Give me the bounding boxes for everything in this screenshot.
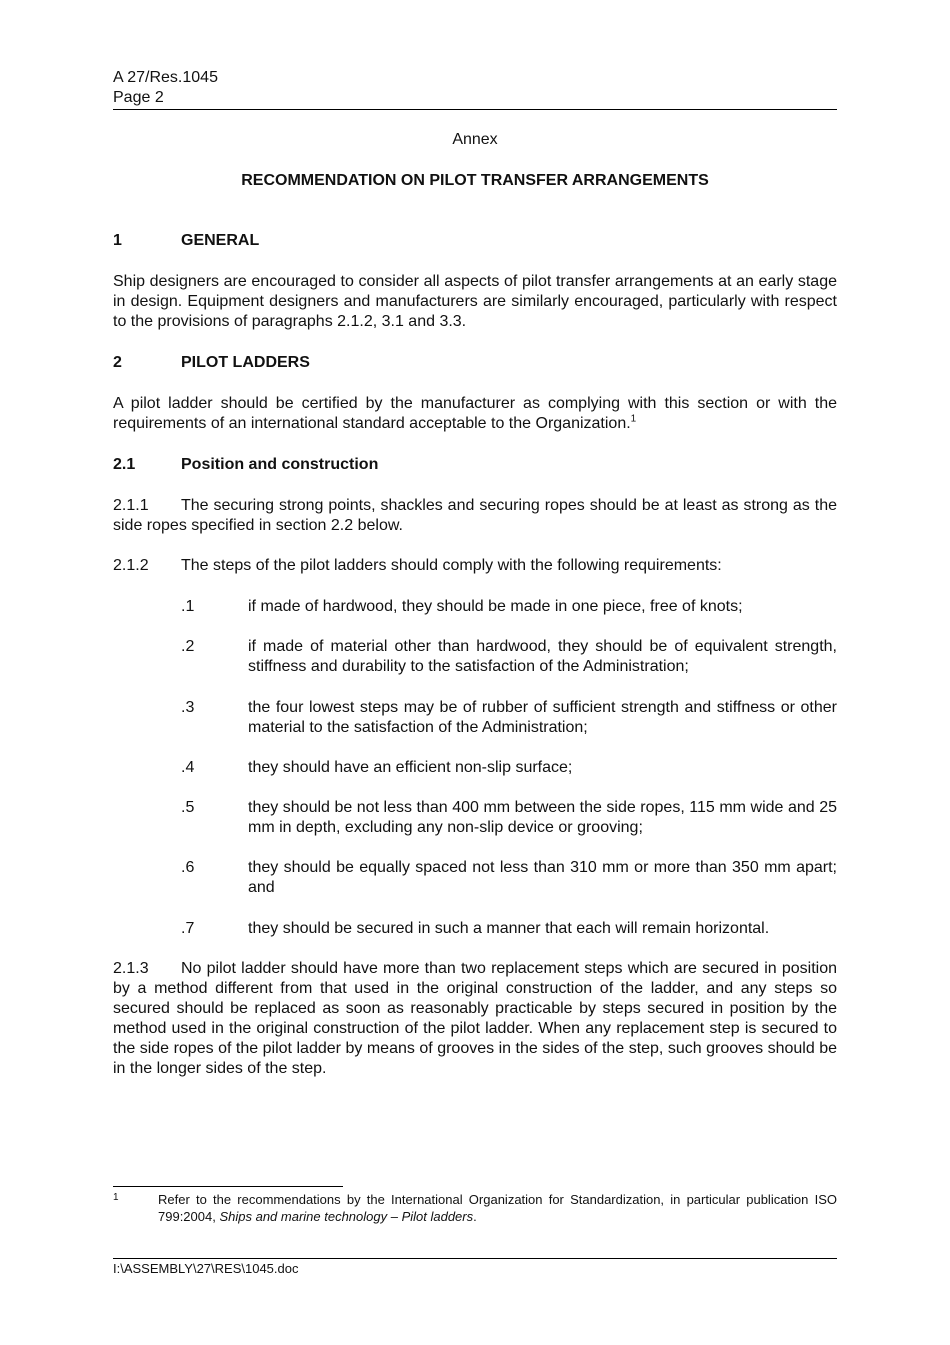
list-item-text: the four lowest steps may be of rubber of sufficient strength and stiffness or other material to the satisfaction of the Administration; bbox=[248, 699, 837, 736]
list-item bbox=[181, 919, 837, 939]
list-item-number: .5 bbox=[181, 799, 195, 816]
list-item-text: they should have an efficient non-slip surface; bbox=[248, 759, 573, 776]
paragraph-2-1-2 bbox=[113, 556, 837, 576]
running-header bbox=[113, 68, 837, 110]
list-item bbox=[181, 597, 837, 617]
footnote-mark: 1 bbox=[113, 1192, 119, 1203]
paragraph-number: 2.1.1 bbox=[113, 497, 149, 514]
list-item bbox=[181, 698, 837, 738]
list-item-number: .6 bbox=[181, 859, 195, 876]
section-number: 2 bbox=[113, 354, 122, 371]
footnote-reference[interactable]: 1 bbox=[630, 413, 637, 425]
section-heading-1 bbox=[113, 231, 837, 251]
footnote-separator bbox=[113, 1186, 343, 1187]
paragraph-text: The steps of the pilot ladders should comply with the following requirements: bbox=[181, 557, 722, 574]
section-number: 1 bbox=[113, 232, 122, 249]
paragraph-2-1-3 bbox=[113, 959, 837, 1079]
list-item bbox=[181, 858, 837, 898]
list-item bbox=[181, 798, 837, 838]
footnote-body: Refer to the recommendations by the International Organization for Standardization, in particular publication ISO 799:2004, bbox=[158, 1192, 837, 1224]
list-item-text: they should be equally spaced not less than 310 mm or more than 350 mm apart; and bbox=[248, 859, 837, 896]
annex-label: Annex bbox=[452, 131, 498, 148]
list-item-number: .1 bbox=[181, 598, 195, 615]
paragraph-general: Ship designers are encouraged to consider all aspects of pilot transfer arrangements at an early stage in design. Equipment designers and manufacturers are similarly encouraged, particularly with respect to the provisions of paragraphs 2.1.2, 3.1 and 3.3. bbox=[113, 273, 837, 330]
list-item-number: .2 bbox=[181, 638, 195, 655]
requirements-list bbox=[113, 597, 837, 939]
footnote-end: . bbox=[473, 1209, 477, 1224]
list-item-number: .4 bbox=[181, 759, 195, 776]
section-title: PILOT LADDERS bbox=[181, 354, 310, 371]
list-item-number: .7 bbox=[181, 920, 195, 937]
footnote bbox=[113, 1191, 837, 1225]
section-title: Position and construction bbox=[181, 456, 379, 473]
doc-reference: A 27/Res.1045 bbox=[113, 69, 218, 86]
paragraph-2-1-1 bbox=[113, 496, 837, 536]
footnote-publication-title: Ships and marine technology – Pilot ladders bbox=[219, 1209, 474, 1224]
paragraph-pilot-ladders bbox=[113, 394, 837, 434]
footer-file-path: I:\ASSEMBLY\27\RES\1045.doc bbox=[113, 1261, 299, 1276]
list-item-text: they should be not less than 400 mm between the side ropes, 115 mm wide and 25 mm in depth, excluding any non-slip device or grooving; bbox=[248, 799, 837, 836]
header-rule bbox=[113, 109, 837, 110]
document-title: RECOMMENDATION ON PILOT TRANSFER ARRANGEMENTS bbox=[241, 172, 709, 189]
section-title: GENERAL bbox=[181, 232, 260, 249]
section-number: 2.1 bbox=[113, 456, 136, 473]
list-item-text: they should be secured in such a manner that each will remain horizontal. bbox=[248, 920, 770, 937]
paragraph-text: The securing strong points, shackles and securing ropes should be at least as strong as the side ropes specified in section 2.2 below. bbox=[113, 497, 837, 534]
list-item-text: if made of material other than hardwood, they should be of equivalent strength, stiffness and durability to the satisfaction of the Administration; bbox=[248, 638, 837, 675]
footer-rule bbox=[113, 1258, 837, 1259]
list-item-text: if made of hardwood, they should be made in one piece, free of knots; bbox=[248, 598, 743, 615]
list-item-number: .3 bbox=[181, 699, 195, 716]
footnote-text bbox=[158, 1191, 837, 1225]
paragraph-text: No pilot ladder should have more than two replacement steps which are secured in position by a method different from that used in the original construction of the ladder, and any steps so secured should be replaced as soon as reasonably practicable by steps secured in position by the method used in the original construction of the pilot ladder. When any replacement step is secured to the side ropes of the pilot ladder by means of grooves in the sides of the step, such grooves should be in the longer sides of the step. bbox=[113, 960, 837, 1077]
section-heading-2 bbox=[113, 353, 837, 373]
section-heading-2-1 bbox=[113, 455, 837, 475]
paragraph-text: A pilot ladder should be certified by the manufacturer as complying with this section or with the requirements of an international standard acceptable to the Organization. bbox=[113, 395, 837, 432]
page-body bbox=[113, 68, 837, 1079]
paragraph-number: 2.1.3 bbox=[113, 960, 149, 977]
page-number: Page 2 bbox=[113, 89, 164, 106]
paragraph-number: 2.1.2 bbox=[113, 557, 149, 574]
list-item bbox=[181, 758, 837, 778]
list-item bbox=[181, 637, 837, 677]
